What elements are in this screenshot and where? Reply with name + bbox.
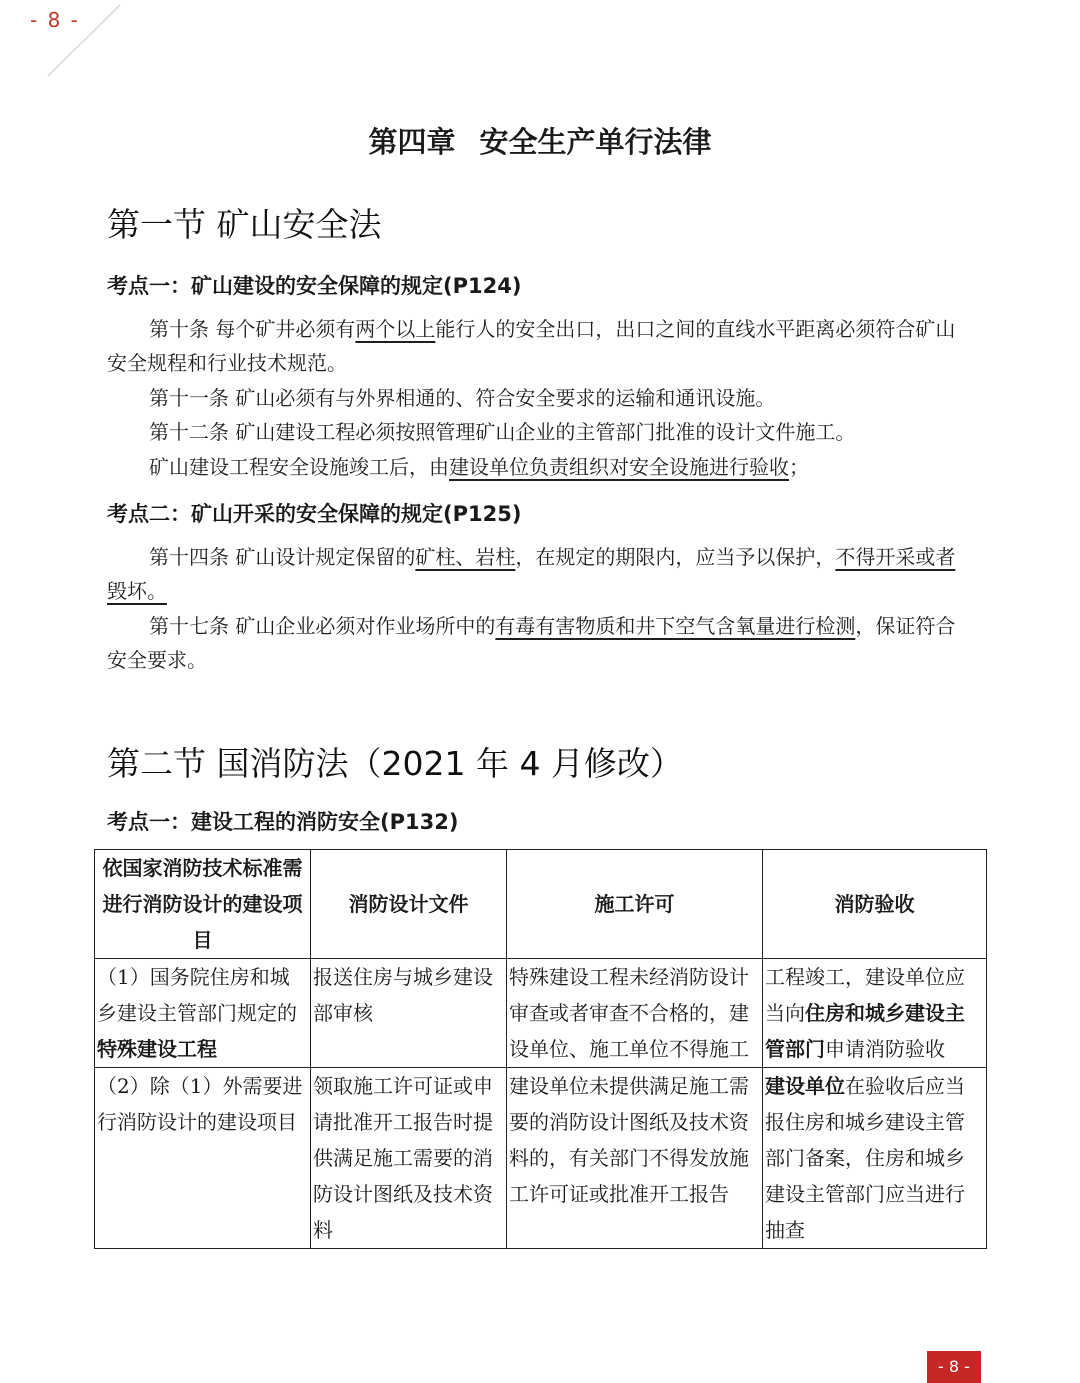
chapter-title: 第四章 安全生产单行法律	[368, 125, 712, 159]
table-cell: （1）国务院住房和城乡建设主管部门规定的特殊建设工程	[95, 959, 311, 1068]
paragraph-article-11: 第十一条 矿山必须有与外界相通的、符合安全要求的运输和通讯设施。	[149, 386, 776, 410]
paragraph-completion-acceptance: 矿山建设工程安全设施竣工后，由建设单位负责组织对安全设施进行验收；	[149, 455, 809, 479]
fire-safety-table	[94, 849, 987, 1249]
paragraph-article-14: 第十四条 矿山设计规定保留的矿柱、岩柱，在规定的期限内，应当予以保护，不得开采或者毁坏。	[107, 545, 956, 603]
key-point-title: 考点一：矿山建设的安全保障的规定(P124)	[107, 274, 522, 298]
underlined-text: 两个以上	[355, 317, 436, 341]
section-title-mine-safety: 第一节 矿山安全法	[107, 205, 382, 244]
underlined-text: 不得开采或者毁坏。	[107, 545, 956, 603]
underlined-text: 有毒有害物质和井下空气含氧量进行检测	[495, 614, 856, 638]
key-point-title: 考点一：建设工程的消防安全(P132)	[107, 810, 459, 834]
table-cell: 建设单位未提供满足施工需要的消防设计图纸及技术资料的，有关部门不得发放施工许可证或批准开工报告	[507, 1068, 763, 1249]
paragraph-article-17: 第十七条 矿山企业必须对作业场所中的有毒有害物质和井下空气含氧量进行检测，保证符合安全要求。	[107, 614, 956, 672]
table-header-row	[95, 850, 987, 959]
table-cell: 报送住房与城乡建设部审核	[311, 959, 507, 1068]
paragraph-article-10: 第十条 每个矿井必须有两个以上能行人的安全出口，出口之间的直线水平距离必须符合矿山安全规程和行业技术规范。	[107, 317, 956, 375]
table-header-cell: 施工许可	[507, 850, 763, 959]
table-header-cell: 消防设计文件	[311, 850, 507, 959]
table-cell: 领取施工许可证或申请批准开工报告时提供满足施工需要的消防设计图纸及技术资料	[311, 1068, 507, 1249]
underlined-text: 建设单位负责组织对安全设施进行验收	[449, 455, 789, 479]
table-header-cell: 消防验收	[763, 850, 987, 959]
table-row	[95, 1068, 987, 1249]
table-row	[95, 959, 987, 1068]
table-cell: 特殊建设工程未经消防设计审查或者审查不合格的，建设单位、施工单位不得施工	[507, 959, 763, 1068]
key-point-title: 考点二：矿山开采的安全保障的规定(P125)	[107, 502, 522, 526]
table-cell: 建设单位在验收后应当报住房和城乡建设主管部门备案，住房和城乡建设主管部门应当进行抽查	[763, 1068, 987, 1249]
paragraph-article-12: 第十二条 矿山建设工程必须按照管理矿山企业的主管部门批准的设计文件施工。	[149, 420, 856, 444]
section-title-fire-protection: 第二节 国消防法（2021 年 4 月修改）	[107, 744, 683, 783]
decorative-diagonal-line	[40, 0, 130, 80]
table-cell: （2）除（1）外需要进行消防设计的建设项目	[95, 1068, 311, 1249]
page-number-top: - 8 -	[30, 8, 80, 32]
table-header-cell: 依国家消防技术标准需进行消防设计的建设项目	[95, 850, 311, 959]
page-number-badge: - 8 -	[927, 1351, 981, 1383]
table-cell: 工程竣工，建设单位应当向住房和城乡建设主管部门申请消防验收	[763, 959, 987, 1068]
underlined-text: 矿柱、岩柱	[415, 545, 516, 569]
